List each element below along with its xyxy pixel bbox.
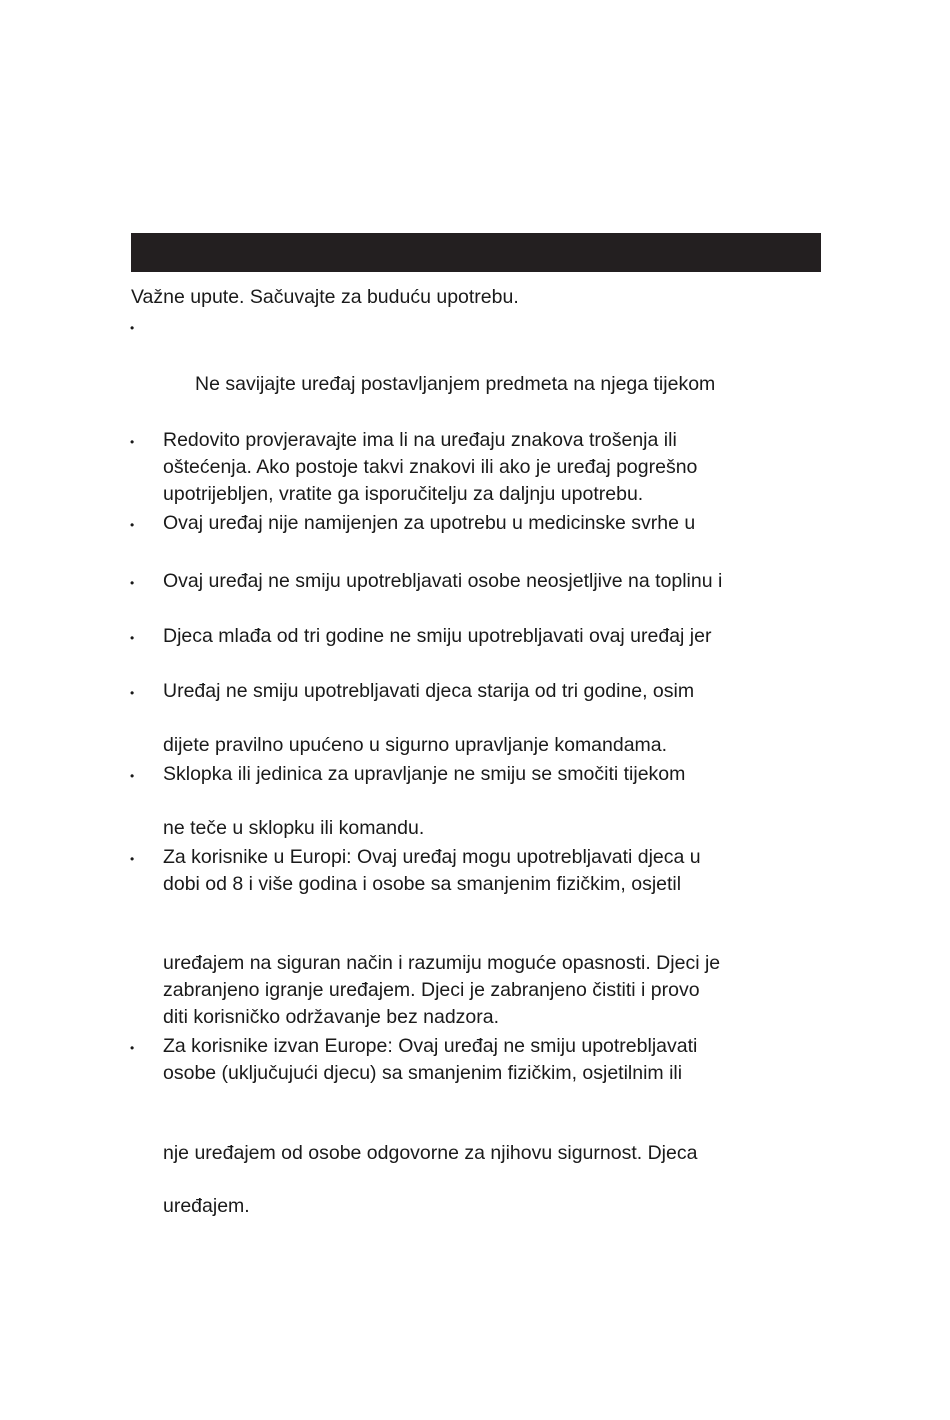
list-item-line: oštećenja. Ako postoje takvi znakovi ili ako je uređaj pogrešno <box>163 456 698 478</box>
bullet-marker: • <box>130 576 135 590</box>
section-header-bar <box>131 233 821 272</box>
list-item-line: osobe (uključujući djecu) sa smanjenim fizičkim, osjetilnim ili <box>163 1062 683 1084</box>
list-item-line: Za korisnike izvan Europe: Ovaj uređaj ne smiju upotrebljavati <box>163 1035 698 1057</box>
intro-text: Važne upute. Sačuvajte za buduću upotrebu. <box>131 286 519 308</box>
bullet-marker: • <box>130 769 135 783</box>
list-item-line: uređajem na siguran način i razumiju moguće opasnosti. Djeci je <box>163 952 721 974</box>
list-item-line: Uređaj ne smiju upotrebljavati djeca starija od tri godine, osim <box>163 680 695 702</box>
list-item-line: upotrijebljen, vratite ga isporučitelju za daljnju upotrebu. <box>163 483 644 505</box>
list-item-line: Sklopka ili jedinica za upravljanje ne smiju se smočiti tijekom <box>163 763 686 785</box>
bullet-marker: • <box>130 518 135 532</box>
list-item-line: zabranjeno igranje uređajem. Djeci je zabranjeno čistiti i provo <box>163 979 700 1001</box>
indented-text-line: Ne savijajte uređaj postavljanjem predmeta na njega tijekom <box>195 373 716 395</box>
list-item-line: diti korisničko održavanje bez nadzora. <box>163 1006 500 1028</box>
bullet-marker: • <box>130 321 135 335</box>
list-item-line: dobi od 8 i više godina i osobe sa smanjenim fizičkim, osjetil <box>163 873 682 895</box>
bullet-marker: • <box>130 852 135 866</box>
list-item-line: uređajem. <box>163 1195 250 1217</box>
bullet-marker: • <box>130 686 135 700</box>
list-item-line: Redovito provjeravajte ima li na uređaju znakova trošenja ili <box>163 429 677 451</box>
list-item-line: Ovaj uređaj nije namijenjen za upotrebu u medicinske svrhe u <box>163 512 696 534</box>
bullet-marker: • <box>130 631 135 645</box>
bullet-marker: • <box>130 1041 135 1055</box>
list-item-line: Za korisnike u Europi: Ovaj uređaj mogu upotrebljavati djeca u <box>163 846 701 868</box>
list-item-line: dijete pravilno upućeno u sigurno upravljanje komandama. <box>163 734 668 756</box>
list-item-line: ne teče u sklopku ili komandu. <box>163 817 425 839</box>
list-item-line: nje uređajem od osobe odgovorne za njihovu sigurnost. Djeca <box>163 1142 698 1164</box>
list-item-line: Djeca mlađa od tri godine ne smiju upotrebljavati ovaj uređaj jer <box>163 625 712 647</box>
bullet-marker: • <box>130 435 135 449</box>
list-item-line: Ovaj uređaj ne smiju upotrebljavati osobe neosjetljive na toplinu i <box>163 570 723 592</box>
